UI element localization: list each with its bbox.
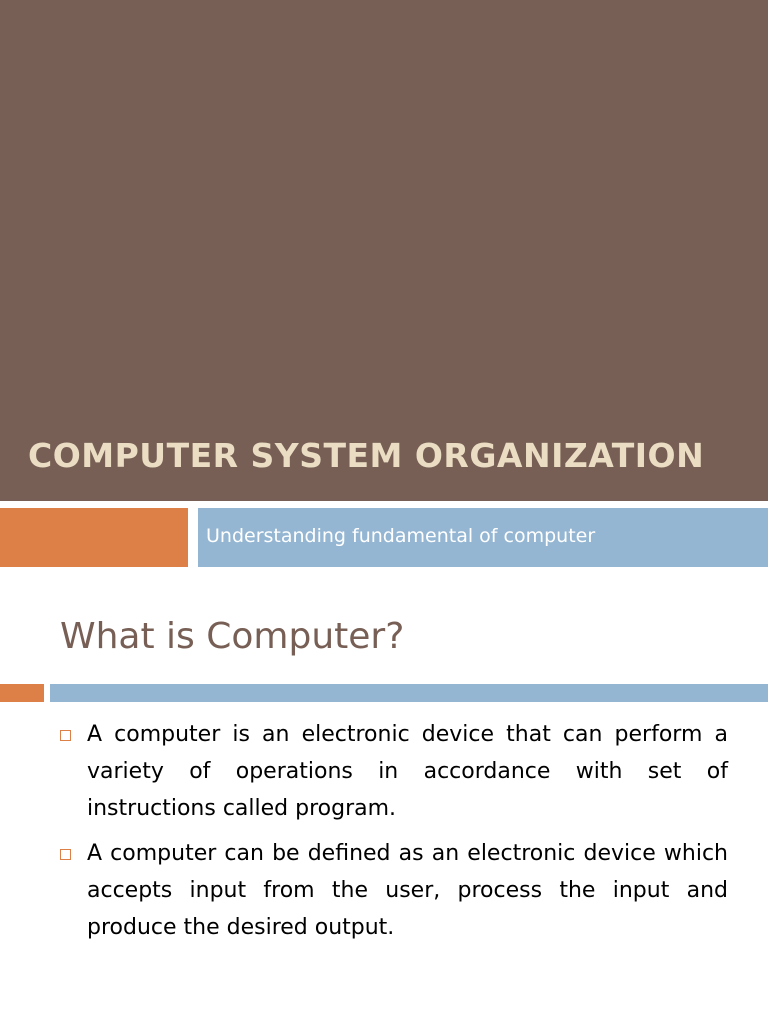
hollow-square-bullet-icon bbox=[60, 730, 71, 741]
title-slide-band bbox=[0, 0, 768, 501]
bullet-text: A computer is an electronic device that can perform a variety of operations in accordance with set of instructions called program. bbox=[87, 722, 728, 821]
blue-divider bbox=[50, 684, 768, 702]
section-title: What is Computer? bbox=[60, 616, 405, 657]
bullet-text: A computer can be defined as an electronic device which accepts input from the user, process the input and produce the desired output. bbox=[87, 841, 728, 940]
slide-title: COMPUTER SYSTEM ORGANIZATION bbox=[28, 436, 705, 475]
bullet-list bbox=[58, 716, 728, 954]
list-item bbox=[58, 716, 728, 827]
orange-accent-block bbox=[0, 508, 188, 567]
slide-subtitle: Understanding fundamental of computer bbox=[206, 525, 596, 547]
list-item bbox=[58, 835, 728, 946]
hollow-square-bullet-icon bbox=[60, 849, 71, 860]
subtitle-bar bbox=[198, 508, 768, 567]
orange-divider bbox=[0, 684, 44, 702]
